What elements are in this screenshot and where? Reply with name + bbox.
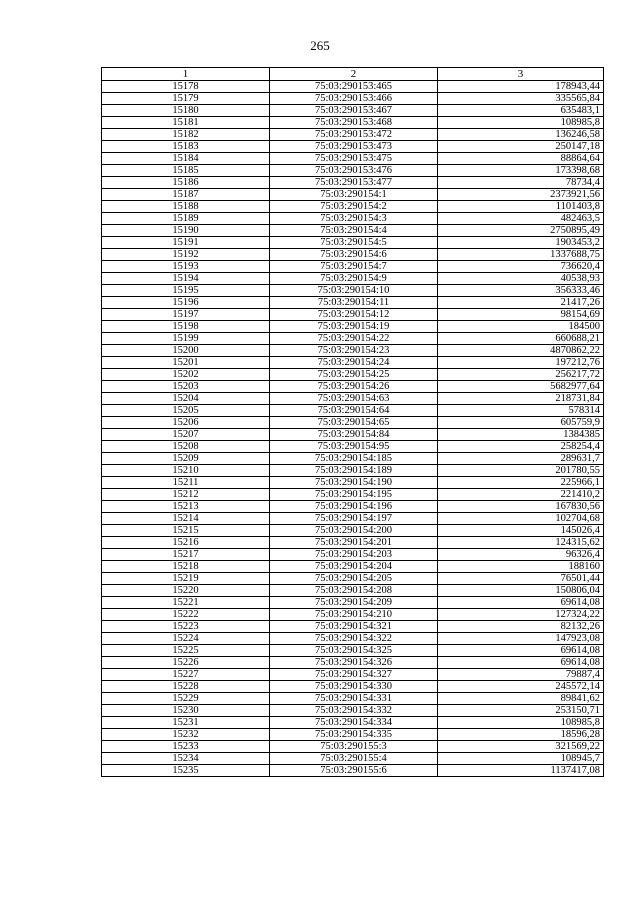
value-cell: 1101403,8 — [438, 201, 604, 213]
table-row — [102, 93, 604, 105]
cadastral-number-cell: 75:03:290154:321 — [270, 621, 438, 633]
cadastral-number-cell: 75:03:290154:209 — [270, 597, 438, 609]
row-number-cell: 15195 — [102, 285, 270, 297]
cadastral-number-cell: 75:03:290154:6 — [270, 249, 438, 261]
cadastral-number-cell: 75:03:290154:23 — [270, 345, 438, 357]
table-row — [102, 369, 604, 381]
cadastral-number-cell: 75:03:290154:1 — [270, 189, 438, 201]
cadastral-number-cell: 75:03:290154:325 — [270, 645, 438, 657]
column-header-2: 2 — [270, 68, 438, 81]
cadastral-number-cell: 75:03:290153:466 — [270, 93, 438, 105]
value-cell: 82132,26 — [438, 621, 604, 633]
value-cell: 253150,71 — [438, 705, 604, 717]
row-number-cell: 15212 — [102, 489, 270, 501]
table-row — [102, 429, 604, 441]
cadastral-number-cell: 75:03:290154:326 — [270, 657, 438, 669]
cadastral-number-cell: 75:03:290154:197 — [270, 513, 438, 525]
table-row — [102, 273, 604, 285]
value-cell: 76501,44 — [438, 573, 604, 585]
value-cell: 197212,76 — [438, 357, 604, 369]
cadastral-number-cell: 75:03:290154:26 — [270, 381, 438, 393]
value-cell: 173398,68 — [438, 165, 604, 177]
row-number-cell: 15190 — [102, 225, 270, 237]
value-cell: 124315,62 — [438, 537, 604, 549]
value-cell: 79887,4 — [438, 669, 604, 681]
row-number-cell: 15224 — [102, 633, 270, 645]
row-number-cell: 15210 — [102, 465, 270, 477]
cadastral-number-cell: 75:03:290155:3 — [270, 741, 438, 753]
table-row — [102, 657, 604, 669]
cadastral-number-cell: 75:03:290154:210 — [270, 609, 438, 621]
row-number-cell: 15209 — [102, 453, 270, 465]
table-row — [102, 213, 604, 225]
cadastral-number-cell: 75:03:290154:195 — [270, 489, 438, 501]
row-number-cell: 15186 — [102, 177, 270, 189]
value-cell: 96326,4 — [438, 549, 604, 561]
value-cell: 40538,93 — [438, 273, 604, 285]
row-number-cell: 15183 — [102, 141, 270, 153]
cadastral-number-cell: 75:03:290154:64 — [270, 405, 438, 417]
table-row — [102, 285, 604, 297]
row-number-cell: 15226 — [102, 657, 270, 669]
table-row — [102, 597, 604, 609]
table-row — [102, 705, 604, 717]
value-cell: 256217,72 — [438, 369, 604, 381]
cadastral-number-cell: 75:03:290153:468 — [270, 117, 438, 129]
table-row — [102, 381, 604, 393]
table-row — [102, 321, 604, 333]
value-cell: 88864,64 — [438, 153, 604, 165]
table-row — [102, 693, 604, 705]
table-row — [102, 237, 604, 249]
table-row — [102, 609, 604, 621]
row-number-cell: 15219 — [102, 573, 270, 585]
table-header-row — [102, 68, 604, 81]
table-row — [102, 345, 604, 357]
table-row — [102, 297, 604, 309]
table-row — [102, 729, 604, 741]
value-cell: 605759,9 — [438, 417, 604, 429]
value-cell: 2373921,56 — [438, 189, 604, 201]
value-cell: 1903453,2 — [438, 237, 604, 249]
row-number-cell: 15227 — [102, 669, 270, 681]
value-cell: 178943,44 — [438, 81, 604, 93]
cadastral-number-cell: 75:03:290155:4 — [270, 753, 438, 765]
table-row — [102, 501, 604, 513]
row-number-cell: 15202 — [102, 369, 270, 381]
table-row — [102, 537, 604, 549]
cadastral-number-cell: 75:03:290154:84 — [270, 429, 438, 441]
table-row — [102, 309, 604, 321]
table-row — [102, 117, 604, 129]
table-row — [102, 717, 604, 729]
row-number-cell: 15193 — [102, 261, 270, 273]
table-row — [102, 165, 604, 177]
row-number-cell: 15218 — [102, 561, 270, 573]
value-cell: 736620,4 — [438, 261, 604, 273]
value-cell: 245572,14 — [438, 681, 604, 693]
value-cell: 188160 — [438, 561, 604, 573]
value-cell: 225966,1 — [438, 477, 604, 489]
row-number-cell: 15222 — [102, 609, 270, 621]
table-row — [102, 765, 604, 777]
row-number-cell: 15179 — [102, 93, 270, 105]
cadastral-number-cell: 75:03:290154:201 — [270, 537, 438, 549]
row-number-cell: 15208 — [102, 441, 270, 453]
value-cell: 335565,84 — [438, 93, 604, 105]
value-cell: 218731,84 — [438, 393, 604, 405]
row-number-cell: 15205 — [102, 405, 270, 417]
row-number-cell: 15230 — [102, 705, 270, 717]
value-cell: 150806,04 — [438, 585, 604, 597]
table-row — [102, 681, 604, 693]
row-number-cell: 15229 — [102, 693, 270, 705]
value-cell: 102704,68 — [438, 513, 604, 525]
cadastral-number-cell: 75:03:290154:63 — [270, 393, 438, 405]
cadastral-number-cell: 75:03:290153:475 — [270, 153, 438, 165]
cadastral-number-cell: 75:03:290154:5 — [270, 237, 438, 249]
table-row — [102, 753, 604, 765]
table-row — [102, 441, 604, 453]
table-row — [102, 225, 604, 237]
row-number-cell: 15223 — [102, 621, 270, 633]
table-row — [102, 81, 604, 93]
row-number-cell: 15192 — [102, 249, 270, 261]
cadastral-number-cell: 75:03:290154:3 — [270, 213, 438, 225]
value-cell: 69614,08 — [438, 645, 604, 657]
table-row — [102, 465, 604, 477]
row-number-cell: 15204 — [102, 393, 270, 405]
cadastral-number-cell: 75:03:290154:185 — [270, 453, 438, 465]
row-number-cell: 15214 — [102, 513, 270, 525]
row-number-cell: 15197 — [102, 309, 270, 321]
value-cell: 69614,08 — [438, 597, 604, 609]
cadastral-number-cell: 75:03:290154:19 — [270, 321, 438, 333]
value-cell: 5682977,64 — [438, 381, 604, 393]
value-cell: 321569,22 — [438, 741, 604, 753]
column-header-1: 1 — [102, 68, 270, 81]
cadastral-number-cell: 75:03:290154:190 — [270, 477, 438, 489]
cadastral-number-cell: 75:03:290154:330 — [270, 681, 438, 693]
cadastral-number-cell: 75:03:290154:327 — [270, 669, 438, 681]
value-cell: 635483,1 — [438, 105, 604, 117]
value-cell: 482463,5 — [438, 213, 604, 225]
value-cell: 127324,22 — [438, 609, 604, 621]
value-cell: 108985,8 — [438, 117, 604, 129]
value-cell: 108985,8 — [438, 717, 604, 729]
table-row — [102, 513, 604, 525]
table-row — [102, 477, 604, 489]
row-number-cell: 15235 — [102, 765, 270, 777]
value-cell: 21417,26 — [438, 297, 604, 309]
row-number-cell: 15178 — [102, 81, 270, 93]
row-number-cell: 15213 — [102, 501, 270, 513]
cadastral-number-cell: 75:03:290154:95 — [270, 441, 438, 453]
row-number-cell: 15225 — [102, 645, 270, 657]
cadastral-number-cell: 75:03:290153:476 — [270, 165, 438, 177]
value-cell: 167830,56 — [438, 501, 604, 513]
value-cell: 145026,4 — [438, 525, 604, 537]
cadastral-number-cell: 75:03:290154:189 — [270, 465, 438, 477]
row-number-cell: 15220 — [102, 585, 270, 597]
row-number-cell: 15185 — [102, 165, 270, 177]
cadastral-number-cell: 75:03:290154:65 — [270, 417, 438, 429]
table-row — [102, 393, 604, 405]
data-table — [101, 67, 604, 777]
page-number: 265 — [310, 38, 330, 53]
cadastral-number-cell: 75:03:290154:22 — [270, 333, 438, 345]
table-row — [102, 141, 604, 153]
value-cell: 98154,69 — [438, 309, 604, 321]
table-row — [102, 405, 604, 417]
row-number-cell: 15221 — [102, 597, 270, 609]
row-number-cell: 15187 — [102, 189, 270, 201]
value-cell: 201780,55 — [438, 465, 604, 477]
value-cell: 221410,2 — [438, 489, 604, 501]
cadastral-number-cell: 75:03:290153:472 — [270, 129, 438, 141]
table-row — [102, 561, 604, 573]
value-cell: 1384385 — [438, 429, 604, 441]
row-number-cell: 15199 — [102, 333, 270, 345]
table-row — [102, 525, 604, 537]
cadastral-number-cell: 75:03:290154:12 — [270, 309, 438, 321]
row-number-cell: 15231 — [102, 717, 270, 729]
cadastral-number-cell: 75:03:290154:2 — [270, 201, 438, 213]
row-number-cell: 15217 — [102, 549, 270, 561]
value-cell: 356333,46 — [438, 285, 604, 297]
row-number-cell: 15201 — [102, 357, 270, 369]
cadastral-number-cell: 75:03:290155:6 — [270, 765, 438, 777]
cadastral-number-cell: 75:03:290154:205 — [270, 573, 438, 585]
value-cell: 136246,58 — [438, 129, 604, 141]
value-cell: 578314 — [438, 405, 604, 417]
table-row — [102, 333, 604, 345]
cadastral-number-cell: 75:03:290154:332 — [270, 705, 438, 717]
value-cell: 250147,18 — [438, 141, 604, 153]
value-cell: 78734,4 — [438, 177, 604, 189]
cadastral-number-cell: 75:03:290154:208 — [270, 585, 438, 597]
row-number-cell: 15203 — [102, 381, 270, 393]
row-number-cell: 15189 — [102, 213, 270, 225]
table-row — [102, 549, 604, 561]
row-number-cell: 15234 — [102, 753, 270, 765]
row-number-cell: 15198 — [102, 321, 270, 333]
cadastral-number-cell: 75:03:290154:331 — [270, 693, 438, 705]
table-row — [102, 105, 604, 117]
row-number-cell: 15215 — [102, 525, 270, 537]
table-row — [102, 453, 604, 465]
table-row — [102, 153, 604, 165]
table-row — [102, 357, 604, 369]
value-cell: 1137417,08 — [438, 765, 604, 777]
cadastral-number-cell: 75:03:290153:467 — [270, 105, 438, 117]
value-cell: 258254,4 — [438, 441, 604, 453]
row-number-cell: 15228 — [102, 681, 270, 693]
cadastral-number-cell: 75:03:290154:25 — [270, 369, 438, 381]
cadastral-number-cell: 75:03:290154:322 — [270, 633, 438, 645]
row-number-cell: 15188 — [102, 201, 270, 213]
table-row — [102, 621, 604, 633]
table-row — [102, 645, 604, 657]
cadastral-number-cell: 75:03:290153:465 — [270, 81, 438, 93]
row-number-cell: 15233 — [102, 741, 270, 753]
cadastral-number-cell: 75:03:290154:4 — [270, 225, 438, 237]
row-number-cell: 15191 — [102, 237, 270, 249]
table-row — [102, 201, 604, 213]
cadastral-number-cell: 75:03:290154:204 — [270, 561, 438, 573]
table-row — [102, 585, 604, 597]
table-row — [102, 177, 604, 189]
table-body — [102, 81, 604, 777]
cadastral-number-cell: 75:03:290154:335 — [270, 729, 438, 741]
cadastral-number-cell: 75:03:290154:203 — [270, 549, 438, 561]
value-cell: 289631,7 — [438, 453, 604, 465]
cadastral-number-cell: 75:03:290154:24 — [270, 357, 438, 369]
cadastral-number-cell: 75:03:290153:477 — [270, 177, 438, 189]
value-cell: 108945,7 — [438, 753, 604, 765]
value-cell: 184500 — [438, 321, 604, 333]
row-number-cell: 15207 — [102, 429, 270, 441]
row-number-cell: 15181 — [102, 117, 270, 129]
row-number-cell: 15216 — [102, 537, 270, 549]
table-row — [102, 489, 604, 501]
value-cell: 18596,28 — [438, 729, 604, 741]
table-row — [102, 249, 604, 261]
value-cell: 89841,62 — [438, 693, 604, 705]
row-number-cell: 15184 — [102, 153, 270, 165]
value-cell: 1337688,75 — [438, 249, 604, 261]
row-number-cell: 15200 — [102, 345, 270, 357]
row-number-cell: 15196 — [102, 297, 270, 309]
row-number-cell: 15194 — [102, 273, 270, 285]
cadastral-number-cell: 75:03:290154:334 — [270, 717, 438, 729]
cadastral-number-cell: 75:03:290154:9 — [270, 273, 438, 285]
column-header-3: 3 — [438, 68, 604, 81]
value-cell: 2750895,49 — [438, 225, 604, 237]
value-cell: 660688,21 — [438, 333, 604, 345]
table-row — [102, 129, 604, 141]
row-number-cell: 15232 — [102, 729, 270, 741]
row-number-cell: 15182 — [102, 129, 270, 141]
cadastral-number-cell: 75:03:290154:10 — [270, 285, 438, 297]
cadastral-number-cell: 75:03:290154:7 — [270, 261, 438, 273]
table-row — [102, 573, 604, 585]
cadastral-number-cell: 75:03:290154:196 — [270, 501, 438, 513]
table-row — [102, 261, 604, 273]
table-row — [102, 189, 604, 201]
table-row — [102, 741, 604, 753]
row-number-cell: 15180 — [102, 105, 270, 117]
value-cell: 69614,08 — [438, 657, 604, 669]
cadastral-number-cell: 75:03:290154:200 — [270, 525, 438, 537]
table-row — [102, 633, 604, 645]
row-number-cell: 15206 — [102, 417, 270, 429]
cadastral-number-cell: 75:03:290154:11 — [270, 297, 438, 309]
table-row — [102, 669, 604, 681]
value-cell: 4870862,22 — [438, 345, 604, 357]
row-number-cell: 15211 — [102, 477, 270, 489]
value-cell: 147923,08 — [438, 633, 604, 645]
table-row — [102, 417, 604, 429]
cadastral-number-cell: 75:03:290153:473 — [270, 141, 438, 153]
